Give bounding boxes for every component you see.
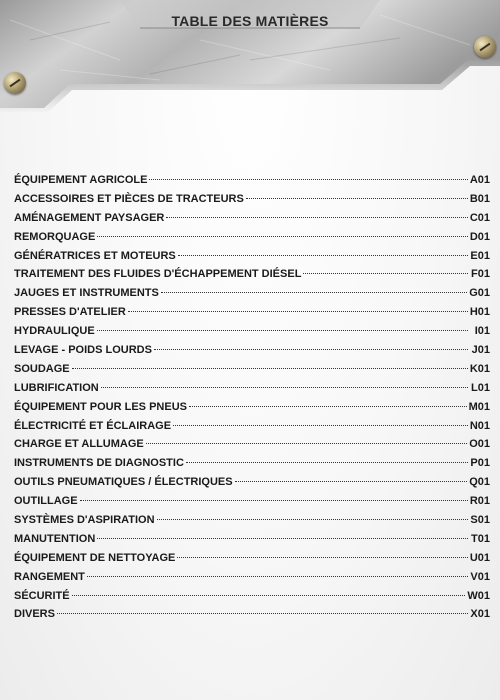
toc-entry[interactable] xyxy=(14,344,490,363)
toc-entry-page-code: P01 xyxy=(470,457,490,470)
toc-entry-label: ÉQUIPEMENT DE NETTOYAGE xyxy=(14,551,176,564)
toc-entry-page-code: O01 xyxy=(469,438,490,451)
dot-leader xyxy=(97,537,468,539)
dot-leader xyxy=(97,329,468,331)
dot-leader xyxy=(186,461,468,463)
toc-entry-label: ACCESSOIRES ET PIÈCES DE TRACTEURS xyxy=(14,192,244,205)
toc-entry-label: SOUDAGE xyxy=(14,362,70,375)
dot-leader xyxy=(149,178,467,180)
toc-entry[interactable] xyxy=(14,287,490,306)
toc-entry[interactable] xyxy=(14,608,490,627)
toc-entry-label: ÉQUIPEMENT AGRICOLE xyxy=(14,174,148,186)
toc-entry[interactable] xyxy=(14,306,490,325)
toc-entry[interactable] xyxy=(14,552,490,571)
toc-entry[interactable] xyxy=(14,533,490,552)
toc-entry-page-code: C01 xyxy=(469,211,490,224)
toc-entry[interactable] xyxy=(14,231,490,250)
toc-entry-page-code: E01 xyxy=(470,249,490,262)
toc-entry-label: LEVAGE - POIDS LOURDS xyxy=(14,344,152,357)
toc-entry-label: GÉNÉRATRICES ET MOTEURS xyxy=(14,249,176,262)
toc-entry-label: JAUGES ET INSTRUMENTS xyxy=(14,287,159,300)
toc-entry[interactable] xyxy=(14,457,490,476)
toc-entry[interactable] xyxy=(14,325,490,344)
toc-entry-label: SÉCURITÉ xyxy=(14,589,70,602)
toc-entry-label: HYDRAULIQUE xyxy=(14,325,95,338)
toc-entry-page-code: G01 xyxy=(469,287,490,300)
toc-entry-page-code: V01 xyxy=(470,570,490,583)
toc-entry-page-code: Q01 xyxy=(469,476,490,489)
toc-entry-label: ÉLECTRICITÉ ET ÉCLAIRAGE xyxy=(14,419,172,432)
dot-leader xyxy=(178,254,468,256)
dot-leader xyxy=(72,594,466,596)
metal-header-plate xyxy=(0,0,500,112)
toc-entry-page-code: A01 xyxy=(469,174,490,186)
dot-leader xyxy=(166,216,467,218)
toc-entry-page-code: B01 xyxy=(469,192,490,205)
dot-leader xyxy=(80,499,468,501)
toc-entry-label: ÉQUIPEMENT POUR LES PNEUS xyxy=(14,400,187,413)
dot-leader xyxy=(157,518,468,520)
toc-entry[interactable] xyxy=(14,174,490,193)
toc-entry-label: PRESSES D'ATELIER xyxy=(14,306,126,319)
toc-entry-label: LUBRIFICATION xyxy=(14,381,99,394)
toc-entry-label: AMÉNAGEMENT PAYSAGER xyxy=(14,211,165,224)
table-of-contents-list xyxy=(14,174,490,627)
toc-entry-label: SYSTÈMES D'ASPIRATION xyxy=(14,514,155,527)
toc-entry[interactable] xyxy=(14,212,490,231)
toc-entry-label: DIVERS xyxy=(14,608,55,621)
screw-icon xyxy=(474,36,496,58)
toc-entry[interactable] xyxy=(14,250,490,269)
dot-leader xyxy=(97,235,468,237)
dot-leader xyxy=(161,291,467,293)
dot-leader xyxy=(246,197,468,199)
toc-entry[interactable] xyxy=(14,420,490,439)
toc-entry[interactable] xyxy=(14,571,490,590)
toc-entry-page-code: M01 xyxy=(468,400,490,413)
toc-entry-page-code: I01 xyxy=(474,325,490,338)
toc-entry-page-code: T01 xyxy=(471,532,490,545)
toc-entry-label: MANUTENTION xyxy=(14,532,96,545)
dot-leader xyxy=(189,405,467,407)
toc-entry-page-code: W01 xyxy=(467,589,490,602)
toc-entry[interactable] xyxy=(14,438,490,457)
toc-entry[interactable] xyxy=(14,476,490,495)
toc-entry-label: OUTILS PNEUMATIQUES / ÉLECTRIQUES xyxy=(14,476,233,489)
toc-entry-page-code: H01 xyxy=(469,306,490,319)
screw-icon xyxy=(4,72,26,94)
toc-entry-page-code: D01 xyxy=(469,230,490,243)
toc-entry-page-code: K01 xyxy=(469,362,490,375)
toc-entry[interactable] xyxy=(14,514,490,533)
toc-entry-label: CHARGE ET ALLUMAGE xyxy=(14,438,144,451)
toc-entry[interactable] xyxy=(14,382,490,401)
toc-entry-page-code: L01 xyxy=(471,381,490,394)
dot-leader xyxy=(146,442,467,444)
toc-entry-page-code: U01 xyxy=(469,551,490,564)
toc-entry-label: OUTILLAGE xyxy=(14,495,78,508)
toc-entry-page-code: X01 xyxy=(470,608,490,621)
dot-leader xyxy=(235,480,468,482)
toc-entry-page-code: S01 xyxy=(470,514,490,527)
dot-leader xyxy=(173,424,468,426)
dot-leader xyxy=(128,310,468,312)
toc-entry-page-code: N01 xyxy=(469,419,490,432)
toc-entry-page-code: J01 xyxy=(471,344,490,357)
toc-entry[interactable] xyxy=(14,363,490,382)
toc-entry[interactable] xyxy=(14,401,490,420)
toc-entry[interactable] xyxy=(14,495,490,514)
toc-entry[interactable] xyxy=(14,268,490,287)
dot-leader xyxy=(101,386,468,388)
toc-entry-label: TRAITEMENT DES FLUIDES D'ÉCHAPPEMENT DIÉSEL xyxy=(14,268,302,281)
toc-entry[interactable] xyxy=(14,193,490,212)
toc-entry-label: INSTRUMENTS DE DIAGNOSTIC xyxy=(14,457,184,470)
dot-leader xyxy=(87,575,468,577)
toc-entry[interactable] xyxy=(14,590,490,609)
page-title: TABLE DES MATIÈRES xyxy=(171,13,329,29)
dot-leader xyxy=(177,556,467,558)
toc-entry-page-code: F01 xyxy=(471,268,490,281)
toc-entry-page-code: R01 xyxy=(469,495,490,508)
dot-leader xyxy=(72,367,468,369)
dot-leader xyxy=(57,612,468,614)
dot-leader xyxy=(303,272,468,274)
dot-leader xyxy=(154,348,468,350)
toc-entry-label: REMORQUAGE xyxy=(14,230,96,243)
toc-entry-label: RANGEMENT xyxy=(14,570,85,583)
